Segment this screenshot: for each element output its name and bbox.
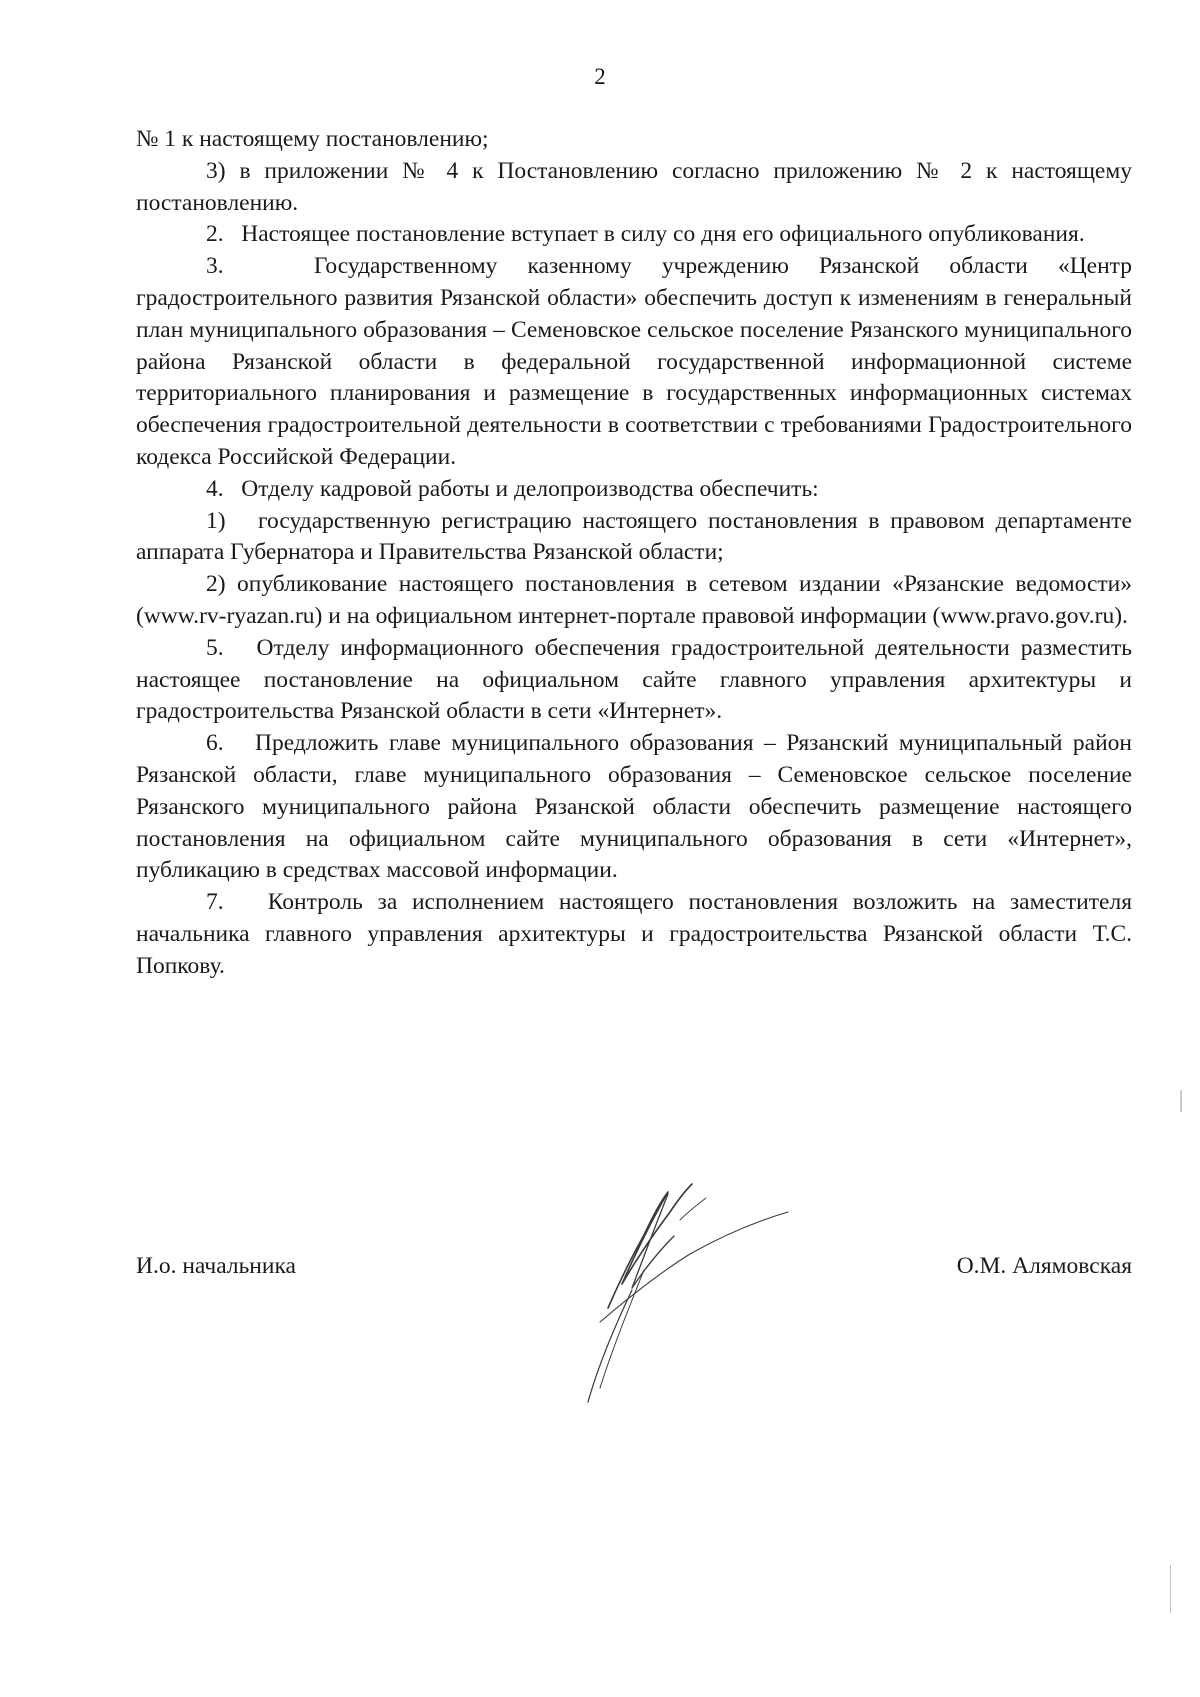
paragraph: 3) в приложении № 4 к Постановлению согласно приложению № 2 к настоящему постановлению. <box>136 157 1132 216</box>
handwritten-signature <box>540 1160 820 1410</box>
scan-artifact <box>1180 1090 1182 1112</box>
paragraph: 1) государственную регистрацию настоящего постановления в правовом департаменте аппарата Губернатора и Правительства Рязанской области; <box>136 507 1132 566</box>
paragraph: 6. Предложить главе муниципального образования – Рязанский муниципальный район Рязанской области, главе муниципального образования – Семеновское сельское поселение Рязанского муниципального района Рязанской области обеспечить размещение настоящего постановления на официальном сайте муниципального образования в сети «Интернет», публикацию в средствах массовой информации. <box>136 730 1132 884</box>
signatory-title: И.о. начальника <box>136 1253 296 1279</box>
paragraph: № 1 к настоящему постановлению; <box>136 126 489 152</box>
paragraph: 2) опубликование настоящего постановления в сетевом издании «Рязанские ведомости» (www.rv-ryazan.ru) и на официальном интернет-портале правовой информации (www.pravo.gov.ru). <box>136 571 1132 629</box>
paragraph: 3. Государственному казенному учреждению Рязанской области «Центр градостроительного развития Рязанской области» обеспечить доступ к изменениям в генеральный план муниципального образования – Семеновское сельское поселение Рязанского муниципального района Рязанской области в федеральной государственной информационной системе территориального планирования и размещение в государственных информационных системах обеспечения градостроительной деятельности в соответствии с требованиями Градостроительного кодекса Российской Федерации. <box>136 253 1132 470</box>
paragraph: 4. Отделу кадровой работы и делопроизводства обеспечить: <box>206 475 819 502</box>
document-body <box>136 124 1132 983</box>
paragraph: 2. Настоящее постановление вступает в силу со дня его официального опубликования. <box>206 221 1085 248</box>
scan-artifact <box>1170 1565 1171 1613</box>
paragraph: 5. Отделу информационного обеспечения градостроительной деятельности разместить настоящее постановление на официальном сайте главного управления архитектуры и градостроительства Рязанской области в сети «Интернет». <box>136 634 1132 725</box>
page-number: 2 <box>594 64 606 89</box>
paragraph: 7. Контроль за исполнением настоящего постановления возложить на заместителя начальника главного управления архитектуры и градостроительства Рязанской области Т.С. Попкову. <box>136 889 1132 979</box>
signatory-name: О.М. Алямовская <box>956 1253 1132 1279</box>
